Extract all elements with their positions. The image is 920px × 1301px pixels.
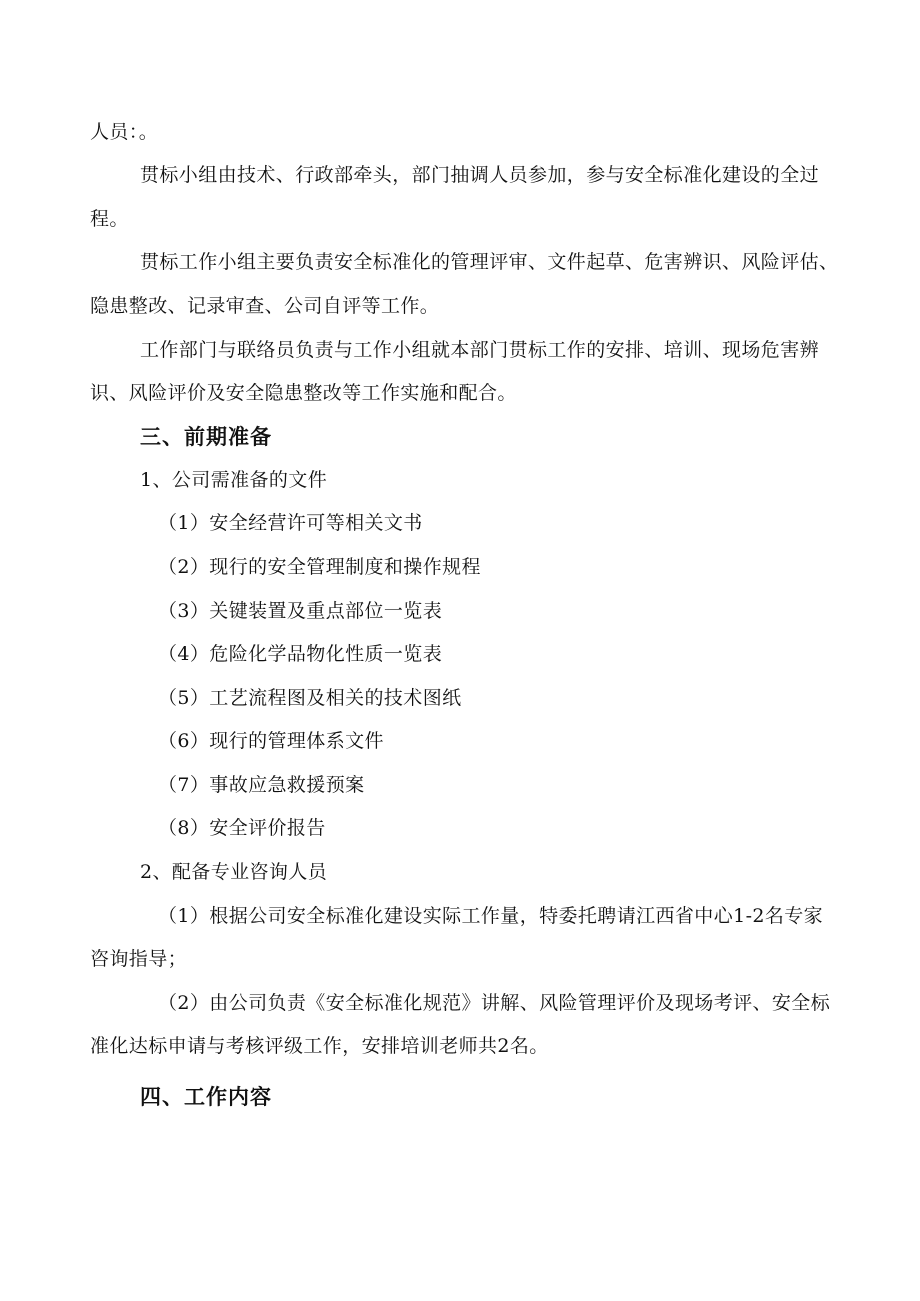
consult-2-line-2: 准化达标申请与考核评级工作，安排培训老师共2名。: [90, 1035, 549, 1057]
list-item-4: （4）危险化学品物化性质一览表: [158, 643, 443, 665]
text-line-personnel: 人员：。: [90, 121, 159, 143]
list-item-5: （5）工艺流程图及相关的技术图纸: [158, 687, 462, 709]
consult-2-line-1: （2）由公司负责《安全标准化规范》讲解、风险管理评价及现场考评、安全标: [158, 992, 831, 1014]
consult-1-line-1: （1）根据公司安全标准化建设实际工作量，特委托聘请江西省中心1-2名专家: [158, 905, 824, 927]
list-item-7: （7）事故应急救援预案: [158, 774, 365, 796]
list-item-3: （3）关键装置及重点部位一览表: [158, 600, 443, 622]
section-4-heading: 四、工作内容: [140, 1085, 272, 1109]
list-item-6: （6）现行的管理体系文件: [158, 730, 384, 752]
para-3-line-1: 工作部门与联络员负责与工作小组就本部门贯标工作的安排、培训、现场危害辨: [140, 339, 820, 361]
section-3-heading: 三、前期准备: [140, 425, 272, 449]
para-1-line-2: 程。: [90, 208, 129, 230]
subheading-2: 2、配备专业咨询人员: [140, 861, 328, 883]
subheading-1: 1、公司需准备的文件: [140, 469, 328, 491]
para-1-line-1: 贯标小组由技术、行政部牵头，部门抽调人员参加，参与安全标准化建设的全过: [140, 164, 820, 186]
para-2-line-1: 贯标工作小组主要负责安全标准化的管理评审、文件起草、危害辨识、风险评估、: [140, 251, 839, 273]
para-2-line-2: 隐患整改、记录审查、公司自评等工作。: [90, 295, 440, 317]
list-item-8: （8）安全评价报告: [158, 817, 326, 839]
list-item-1: （1）安全经营许可等相关文书: [158, 512, 423, 534]
para-3-line-2: 识、风险评价及安全隐患整改等工作实施和配合。: [90, 382, 517, 404]
list-item-2: （2）现行的安全管理制度和操作规程: [158, 556, 481, 578]
consult-1-line-2: 咨询指导；: [90, 948, 188, 970]
